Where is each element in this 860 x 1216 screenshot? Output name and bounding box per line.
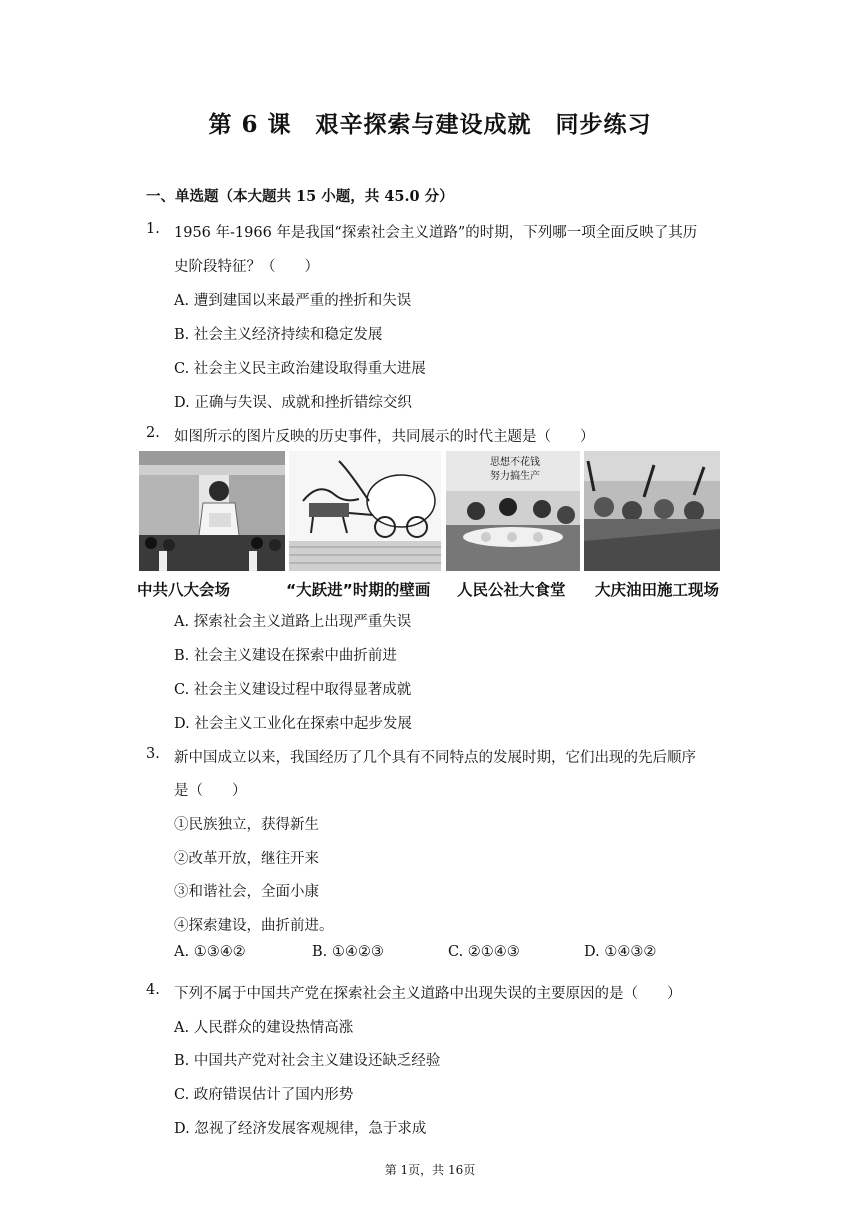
photo-party-congress <box>139 451 285 571</box>
question-1-number: 1. <box>146 221 160 237</box>
photo-great-leap-mural <box>289 451 441 571</box>
question-3-line-1: 新中国成立以来，我国经历了几个具有不同特点的发展时期，它们出现的先后顺序 <box>174 750 696 766</box>
question-1-option-b: B. 社会主义经济持续和稳定发展 <box>174 327 383 343</box>
caption-daqing-oilfield: 大庆油田施工现场 <box>595 581 720 599</box>
question-3-option-a: A. ①③④② <box>174 944 246 960</box>
photo-commune-canteen <box>446 451 580 571</box>
question-2-line-1: 如图所示的图片反映的历史事件，共同展示的时代主题是（ ） <box>174 429 595 445</box>
photo-slogan-2: 努力搞生产 <box>490 471 540 482</box>
question-1-line-2: 史阶段特征？（ ） <box>174 259 319 275</box>
page-footer: 第 1页，共 16页 <box>384 1163 476 1177</box>
question-4-option-a: A. 人民群众的建设热情高涨 <box>174 1020 354 1036</box>
question-3-line-2: 是（ ） <box>174 783 247 799</box>
question-2-option-c: C. 社会主义建设过程中取得显著成就 <box>174 682 412 698</box>
question-3-item-1: ①民族独立，获得新生 <box>174 817 319 833</box>
page-title: 第 6 课 艰辛探索与建设成就 同步练习 <box>208 111 652 138</box>
question-1-option-d: D. 正确与失误、成就和挫折错综交织 <box>174 395 412 411</box>
question-3-item-3: ③和谐社会，全面小康 <box>174 884 319 900</box>
photo-slogan-1: 思想不花钱 <box>490 457 540 468</box>
question-3-item-2: ②改革开放，继往开来 <box>174 851 319 867</box>
question-2-option-a: A. 探索社会主义道路上出现严重失误 <box>174 614 412 630</box>
question-4-option-c: C. 政府错误估计了国内形势 <box>174 1087 354 1103</box>
caption-party-congress: 中共八大会场 <box>137 581 231 599</box>
question-2-option-d: D. 社会主义工业化在探索中起步发展 <box>174 716 412 732</box>
question-3-item-4: ④探索建设，曲折前进。 <box>174 918 334 934</box>
section-heading: 一、单选题（本大题共 15 小题，共 45.0 分） <box>146 188 454 205</box>
question-2-option-b: B. 社会主义建设在探索中曲折前进 <box>174 648 397 664</box>
question-1-option-a: A. 遭到建国以来最严重的挫折和失误 <box>174 293 412 309</box>
photo-daqing-oilfield <box>584 451 720 571</box>
question-4-option-d: D. 忽视了经济发展客观规律，急于求成 <box>174 1121 427 1137</box>
question-1-line-1: 1956 年-1966 年是我国“探索社会主义道路”的时期，下列哪一项全面反映了其历 <box>174 225 698 241</box>
question-1-option-c: C. 社会主义民主政治建设取得重大进展 <box>174 361 426 377</box>
question-3-option-b: B. ①④②③ <box>312 944 384 960</box>
question-4-line-1: 下列不属于中国共产党在探索社会主义道路中出现失误的主要原因的是（ ） <box>174 986 682 1002</box>
question-3-number: 3. <box>146 746 160 762</box>
caption-commune-canteen: 人民公社大食堂 <box>457 581 566 599</box>
caption-great-leap-mural: “大跃进”时期的壁画 <box>286 581 431 599</box>
question-2-number: 2. <box>146 425 160 441</box>
question-3-option-d: D. ①④③② <box>584 944 657 960</box>
question-4-option-b: B. 中国共产党对社会主义建设还缺乏经验 <box>174 1053 441 1069</box>
question-3-option-c: C. ②①④③ <box>448 944 520 960</box>
question-4-number: 4. <box>146 982 160 998</box>
